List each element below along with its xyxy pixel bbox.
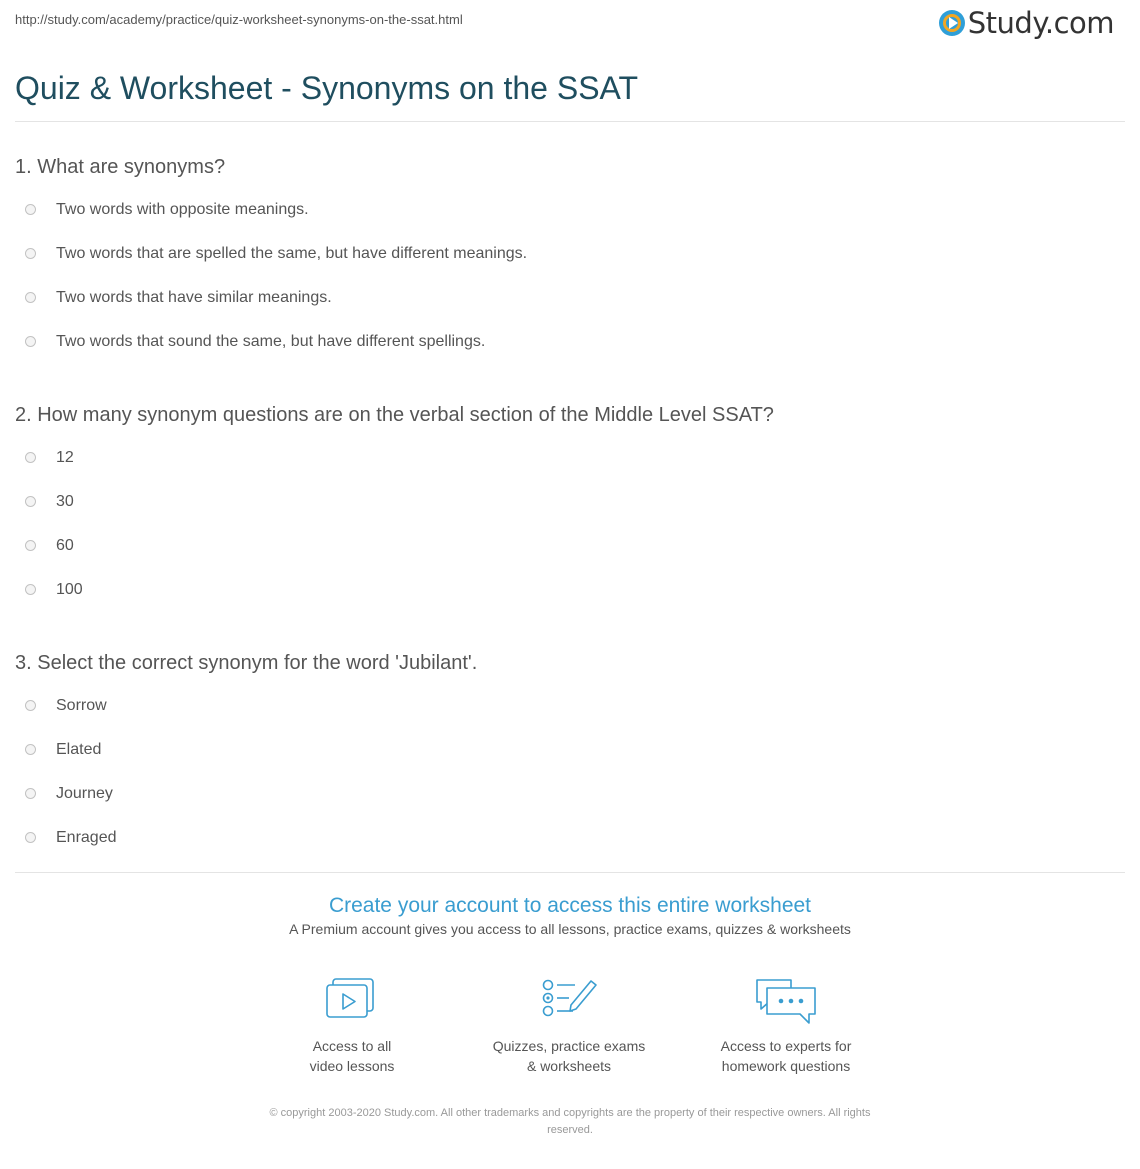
answer-option[interactable]	[15, 488, 1125, 532]
radio-button[interactable]	[25, 452, 36, 463]
feature-label: Quizzes, practice exams & worksheets	[492, 1038, 646, 1074]
cta-divider	[15, 872, 1125, 873]
answer-label: Enraged	[56, 829, 117, 846]
feature-experts	[696, 976, 876, 1076]
radio-button[interactable]	[25, 204, 36, 215]
question-2	[15, 400, 1125, 620]
question-text: 2. How many synonym questions are on the verbal section of the Middle Level SSAT?	[15, 404, 774, 426]
answer-options	[15, 444, 1125, 620]
chat-bubbles-icon	[753, 976, 819, 1028]
answer-label: Two words that have similar meanings.	[56, 289, 332, 306]
answer-option[interactable]	[15, 824, 1125, 868]
answer-option[interactable]	[15, 692, 1125, 736]
quiz-questions	[15, 152, 1125, 896]
radio-button[interactable]	[25, 248, 36, 259]
radio-button[interactable]	[25, 496, 36, 507]
answer-label: Journey	[56, 785, 113, 802]
answer-option[interactable]	[15, 576, 1125, 620]
copyright-footer: © copyright 2003-2020 Study.com. All other trademarks and copyrights are the property of their respective owners. All rights reserved.	[269, 1107, 871, 1136]
answer-option[interactable]	[15, 196, 1125, 240]
question-text: 1. What are synonyms?	[15, 156, 226, 178]
radio-button[interactable]	[25, 584, 36, 595]
study-logo[interactable]	[939, 6, 1114, 40]
answer-label: 60	[56, 537, 74, 554]
answer-options	[15, 692, 1125, 868]
question-text: 3. Select the correct synonym for the word 'Jubilant'.	[15, 652, 478, 674]
answer-option[interactable]	[15, 444, 1125, 488]
feature-video-lessons	[262, 976, 442, 1076]
quiz-checklist-icon	[539, 976, 599, 1020]
feature-quizzes	[479, 976, 659, 1076]
answer-option[interactable]	[15, 532, 1125, 576]
answer-option[interactable]	[15, 284, 1125, 328]
answer-label: 12	[56, 449, 74, 466]
study-logo-text: Study.com	[967, 6, 1114, 40]
answer-label: 30	[56, 493, 74, 510]
question-1	[15, 152, 1125, 372]
answer-option[interactable]	[15, 780, 1125, 824]
cta-title-link[interactable]: Create your account to access this entire worksheet	[328, 894, 812, 917]
answer-label: Elated	[56, 741, 102, 758]
answer-label: 100	[56, 581, 83, 598]
feature-label: Access to experts for homework questions	[720, 1038, 852, 1074]
radio-button[interactable]	[25, 744, 36, 755]
radio-button[interactable]	[25, 540, 36, 551]
answer-label: Two words that sound the same, but have different spellings.	[56, 333, 486, 350]
answer-options	[15, 196, 1125, 372]
answer-option[interactable]	[15, 328, 1125, 372]
top-bar	[0, 0, 1140, 44]
study-logo-icon	[939, 10, 965, 36]
signup-cta	[0, 894, 1140, 937]
page-url[interactable]: http://study.com/academy/practice/quiz-worksheet-synonyms-on-the-ssat.html	[15, 12, 463, 27]
answer-label: Two words that are spelled the same, but have different meanings.	[56, 245, 528, 262]
video-lessons-icon	[324, 976, 380, 1020]
feature-label: Access to all video lessons	[309, 1038, 395, 1074]
title-divider	[15, 121, 1125, 122]
radio-button[interactable]	[25, 788, 36, 799]
answer-label: Sorrow	[56, 697, 107, 714]
cta-subtitle: A Premium account gives you access to all lessons, practice exams, quizzes & worksheets	[289, 921, 851, 937]
radio-button[interactable]	[25, 336, 36, 347]
page-title: Quiz & Worksheet - Synonyms on the SSAT	[15, 70, 639, 106]
radio-button[interactable]	[25, 832, 36, 843]
answer-option[interactable]	[15, 736, 1125, 780]
question-3	[15, 648, 1125, 868]
answer-option[interactable]	[15, 240, 1125, 284]
radio-button[interactable]	[25, 292, 36, 303]
answer-label: Two words with opposite meanings.	[56, 201, 309, 218]
radio-button[interactable]	[25, 700, 36, 711]
